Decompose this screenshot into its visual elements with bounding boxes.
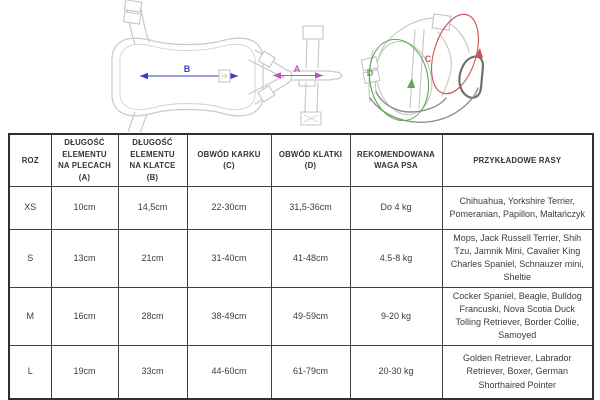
cell-back-length: 13cm [51, 229, 118, 287]
harness-strap-top [123, 0, 149, 44]
cell-chest-circumference: 49-59cm [271, 287, 350, 345]
harness-armhole-outline [370, 56, 483, 122]
cell-weight: Do 4 kg [350, 186, 442, 229]
harness-back-plate [112, 38, 263, 116]
cell-weight: 4.5-8 kg [350, 229, 442, 287]
size-table-container [8, 133, 594, 400]
measure-c-label: C [424, 54, 432, 64]
cell-back-length: 16cm [51, 287, 118, 345]
col-header-size: ROZ [9, 134, 51, 186]
cell-weight: 20-30 kg [350, 345, 442, 399]
cell-back-length: 10cm [51, 186, 118, 229]
cell-chest-length: 14,5cm [118, 186, 187, 229]
table-row-m [9, 287, 593, 345]
cell-chest-circumference: 41-48cm [271, 229, 350, 287]
col-header-weight: REKOMENDOWANA WAGA PSA [350, 134, 442, 186]
cell-size: S [9, 229, 51, 287]
measure-b-arrow [140, 64, 238, 82]
harness-body-outline [360, 14, 469, 120]
cell-size: L [9, 345, 51, 399]
cell-chest-length: 33cm [118, 345, 187, 399]
table-row-xs [9, 186, 593, 229]
cell-chest-circumference: 61-79cm [271, 345, 350, 399]
cell-chest-circumference: 31,5-36cm [271, 186, 350, 229]
cell-weight: 9-20 kg [350, 287, 442, 345]
cell-breeds: Golden Retriever, Labrador Retriever, Boxer, German Shorthaired Pointer [442, 345, 593, 399]
cell-breeds: Mops, Jack Russell Terrier, Shih Tzu, Jamnik Mini, Cavalier King Charles Spaniel, Schnauzer mini, Sheltie [442, 229, 593, 287]
cell-back-length: 19cm [51, 345, 118, 399]
cell-chest-length: 21cm [118, 229, 187, 287]
table-row-l [9, 345, 593, 399]
harness-size-table [8, 133, 594, 400]
col-header-neck-circumference: OBWÓD KARKU (C) [187, 134, 271, 186]
col-header-breeds: PRZYKŁADOWE RASY [442, 134, 593, 186]
harness-top-view-diagram [95, 0, 355, 132]
cell-breeds: Cocker Spaniel, Beagle, Bulldog Francuski, Nova Scotia Duck Tolling Retriever, Border Collie, Samoyed [442, 287, 593, 345]
cell-breeds: Chihuahua, Yorkshire Terrier, Pomeranian, Papillon, Maltańczyk [442, 186, 593, 229]
measure-b-label: B [183, 64, 191, 74]
measure-a-label: A [293, 64, 301, 74]
measure-d-label: D [366, 68, 374, 78]
cell-neck-circumference: 38-49cm [187, 287, 271, 345]
col-header-chest-circumference: OBWÓD KLATKI (D) [271, 134, 350, 186]
cell-neck-circumference: 22-30cm [187, 186, 271, 229]
col-header-back-length: DŁUGOŚĆ ELEMENTU NA PLECACH (A) [51, 134, 118, 186]
table-header-row [9, 134, 593, 186]
harness-side-view-diagram [352, 0, 522, 132]
cell-size: M [9, 287, 51, 345]
table-row-s [9, 229, 593, 287]
cell-chest-length: 28cm [118, 287, 187, 345]
col-header-chest-length: DŁUGOŚĆ ELEMENTU NA KLATCE (B) [118, 134, 187, 186]
cell-size: XS [9, 186, 51, 229]
harness-measurement-diagrams [0, 0, 600, 132]
cell-neck-circumference: 44-60cm [187, 345, 271, 399]
cell-neck-circumference: 31-40cm [187, 229, 271, 287]
